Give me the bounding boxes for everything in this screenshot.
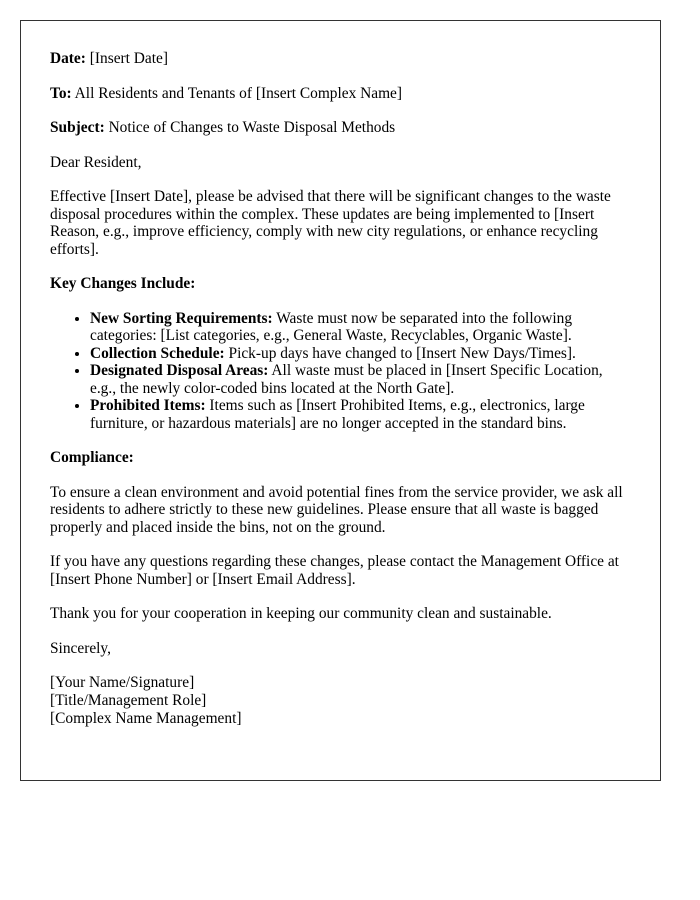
compliance-paragraph: To ensure a clean environment and avoid potential fines from the service provider, we ask all residents to adhere strictly to these new guidelines. Please ensure that all waste is bagged properly and placed inside the bins, not on the ground.	[50, 483, 623, 536]
subject-line	[50, 119, 631, 137]
compliance-heading: Compliance:	[50, 449, 134, 466]
signature-block	[50, 674, 631, 728]
salutation: Dear Resident,	[50, 153, 142, 171]
list-item-text: Pick-up days have changed to [Insert New Days/Times].	[224, 344, 576, 362]
list-item-text: Items such as [Insert Prohibited Items, e.g., electronics, large furniture, or hazardous materials] are no longer accepted in the standard bins.	[90, 397, 585, 432]
list-item	[90, 397, 631, 432]
subject-label: Subject:	[50, 119, 105, 136]
list-item-label: New Sorting Requirements:	[90, 309, 273, 327]
letter-document	[20, 20, 661, 781]
list-item-label: Prohibited Items:	[90, 397, 206, 414]
subject-value: Notice of Changes to Waste Disposal Methods	[104, 119, 396, 136]
contact-paragraph: If you have any questions regarding these changes, please contact the Management Office at [Insert Phone Number] or [Insert Email Address].	[50, 553, 619, 588]
key-changes-list	[50, 310, 631, 433]
key-changes-heading: Key Changes Include:	[50, 275, 196, 292]
list-item-text: All waste must be placed in [Insert Specific Location, e.g., the newly color-coded bins located at the North Gate].	[90, 362, 603, 397]
date-line	[50, 50, 631, 68]
signature-name: [Your Name/Signature]	[50, 674, 195, 691]
to-value: All Residents and Tenants of [Insert Complex Name]	[71, 84, 403, 102]
list-item-label: Designated Disposal Areas:	[90, 362, 269, 379]
to-label: To:	[50, 84, 72, 102]
list-item	[90, 362, 631, 397]
closing: Sincerely,	[50, 639, 111, 657]
list-item	[90, 310, 631, 345]
signature-title: [Title/Management Role]	[50, 692, 207, 709]
to-line	[50, 85, 631, 103]
intro-paragraph: Effective [Insert Date], please be advised that there will be significant changes to the waste disposal procedures within the complex. These updates are being implemented to [Insert Reason, e.g., improve efficiency, comply with new city regulations, or enhance recycling efforts].	[50, 188, 611, 258]
date-label: Date:	[50, 50, 86, 67]
list-item	[90, 345, 631, 363]
list-item-text: Waste must now be separated into the following categories: [List categories, e.g., General Waste, Recyclables, Organic Waste].	[90, 309, 573, 344]
thanks-paragraph: Thank you for your cooperation in keeping our community clean and sustainable.	[50, 605, 552, 622]
date-value: [Insert Date]	[85, 50, 168, 67]
list-item-label: Collection Schedule:	[90, 344, 225, 362]
signature-org: [Complex Name Management]	[50, 710, 242, 727]
